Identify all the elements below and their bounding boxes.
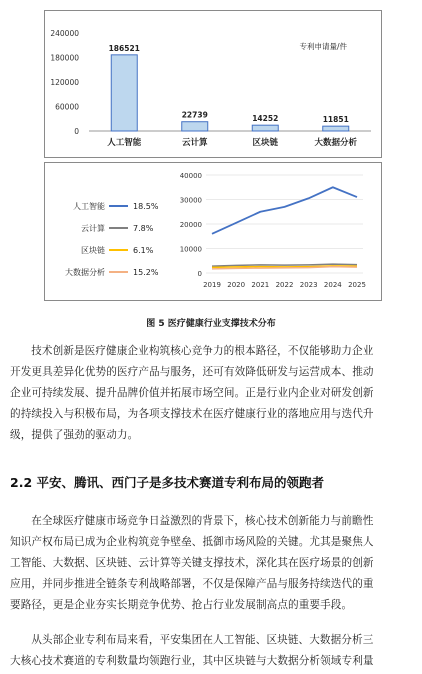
y-tick-label: 240000 — [50, 29, 79, 38]
paragraph-2 — [10, 511, 412, 616]
legend-rate: 15.2% — [133, 268, 159, 277]
bar-chart — [45, 11, 381, 157]
x-tick-label: 2020 — [227, 281, 246, 289]
bar — [182, 122, 208, 131]
paragraph-3 — [10, 630, 412, 672]
paragraph-1 — [10, 341, 412, 446]
x-tick-label: 云计算 — [181, 138, 208, 148]
legend-name: 区块链 — [81, 246, 105, 255]
x-tick-label: 人工智能 — [107, 138, 142, 148]
y-tick-label: 20000 — [179, 221, 202, 229]
y-tick-label: 30000 — [179, 196, 202, 205]
data-label: 14252 — [252, 114, 279, 124]
legend-label: 专利申请量/件 — [299, 42, 347, 51]
paragraph-line: 在全球医疗健康市场竞争日益激烈的背景下，核心技术创新能力与前瞻性 — [31, 515, 374, 527]
legend-rate: 7.8% — [133, 224, 154, 233]
y-tick-label: 0 — [74, 127, 79, 136]
paragraph-line: 知识产权布局已成为企业构筑竞争壁垒、抵御市场风险的关键。尤其是聚焦人 — [10, 536, 374, 548]
data-label: 11851 — [322, 115, 349, 125]
legend-rate: 6.1% — [133, 246, 154, 255]
paragraph-line: 大核心技术赛道的专利数量均领跑行业，其中区块链与大数据分析领域专利量 — [10, 655, 374, 667]
line-chart-frame — [44, 162, 382, 301]
line-chart — [45, 163, 381, 300]
paragraph-line: 应用，并同步推进全链条专利战略部署，不仅是保障产品与服务持续迭代的重 — [10, 578, 374, 590]
bar — [111, 55, 137, 131]
x-tick-label: 2022 — [275, 281, 294, 289]
figure-caption: 图 5 医疗健康行业支撑技术分布 — [146, 319, 276, 329]
x-tick-label: 2021 — [251, 281, 270, 289]
section-heading: 2.2 平安、腾讯、西门子是多技术赛道专利布局的领跑者 — [10, 475, 324, 490]
paragraph-line: 要路径，更是企业夯实长期竞争优势、抢占行业发展制高点的重要手段。 — [10, 599, 353, 611]
data-label: 186521 — [108, 43, 140, 53]
paragraph-line: 从头部企业专利布局来看，平安集团在人工智能、区块链、大数据分析三 — [31, 634, 374, 646]
x-tick-label: 2024 — [323, 281, 342, 289]
legend-name: 人工智能 — [73, 202, 105, 211]
y-tick-label: 120000 — [50, 78, 79, 87]
paragraph-line: 级，提供了强劲的驱动力。 — [10, 429, 139, 441]
paragraph-line: 的持续投入与积极布局，为各项支撑技术在医疗健康行业的落地应用与迭代升 — [10, 408, 374, 420]
x-tick-label: 2025 — [348, 281, 366, 289]
x-tick-label: 大数据分析 — [314, 138, 358, 148]
paragraph-line: 开发更具差异化优势的医疗产品与服务，还可有效降低研发与运营成本、推动 — [10, 366, 374, 378]
y-tick-label: 10000 — [179, 245, 202, 254]
series-line — [212, 187, 357, 234]
bar — [323, 126, 349, 131]
legend-name: 大数据分析 — [65, 268, 105, 277]
paragraph-line: 工智能、大数据、区块链、云计算等关键支撑技术，深化其在医疗场景的创新 — [10, 557, 374, 569]
legend-rate: 18.5% — [133, 202, 159, 211]
y-tick-label: 60000 — [55, 102, 79, 112]
paragraph-line: 技术创新是医疗健康企业构筑核心竞争力的根本路径，不仅能够助力企业 — [31, 345, 374, 357]
x-tick-label: 2023 — [299, 281, 318, 289]
paragraph-line: 企业可持续发展、提升品牌价值并拓展市场空间。正是行业内企业对研发创新 — [10, 387, 374, 399]
bar — [252, 125, 278, 131]
y-tick-label: 180000 — [50, 53, 79, 63]
x-tick-label: 2019 — [203, 281, 221, 289]
legend-name: 云计算 — [81, 224, 105, 233]
bar-chart-frame — [44, 10, 382, 158]
y-tick-label: 0 — [197, 270, 202, 278]
x-tick-label: 区块链 — [252, 138, 279, 148]
y-tick-label: 40000 — [179, 172, 202, 180]
data-label: 22739 — [181, 110, 208, 120]
